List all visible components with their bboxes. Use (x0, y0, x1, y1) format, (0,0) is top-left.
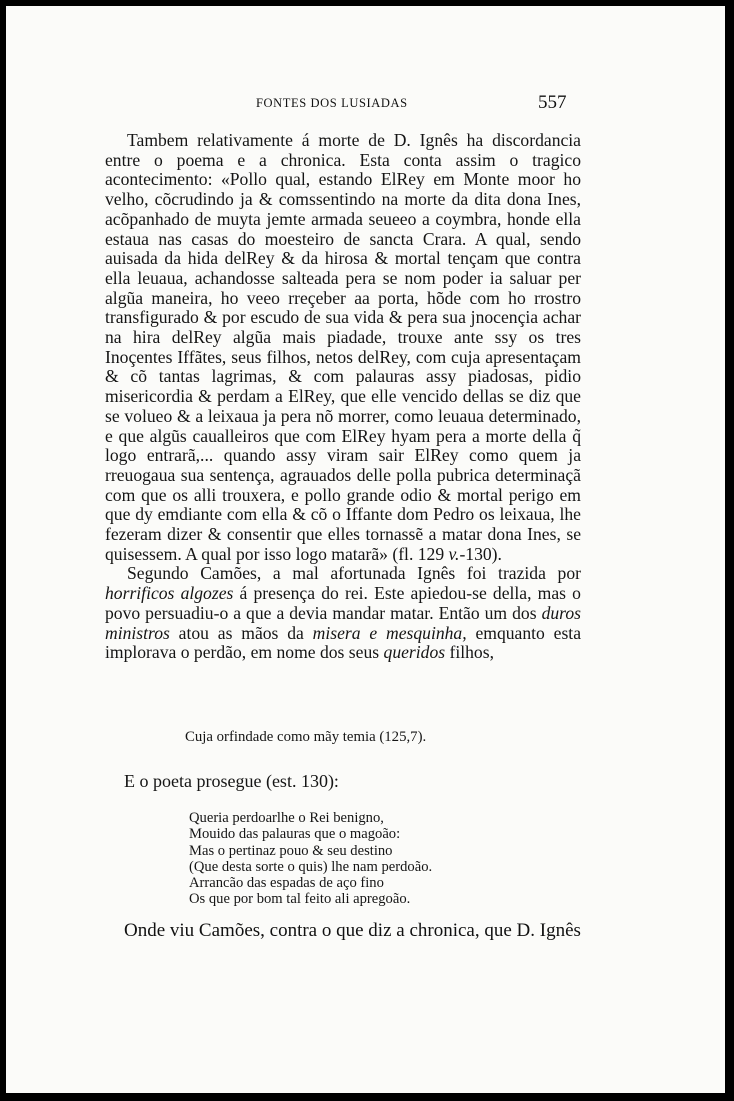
verse-line: Mouido das palauras que o magoão: (189, 826, 401, 843)
text-run-italic: misera e mesquinha, (312, 622, 467, 643)
closing-line: Onde viu Camões, contra o que diz a chronica, que D. Ignês (124, 920, 581, 941)
text-run-italic: duros ministros (105, 602, 581, 643)
text-run: á presença do rei. Este apiedou-se della, mas o povo persuadiu-o a que a devia mandar matar. Então um dos (105, 583, 581, 623)
text-run-italic: queridos (383, 642, 446, 663)
paragraph-camoes (105, 564, 581, 663)
paragraph-chronicle (105, 131, 581, 564)
verse-line: Os que por bom tal feito ali apregoão. (189, 891, 411, 908)
text-run-italic: horrificos algozes (105, 583, 234, 604)
text-run: -130). (459, 543, 502, 564)
page-number: 557 (538, 92, 567, 113)
verse-line: Queria perdoarlhe o Rei benigno, (189, 810, 384, 826)
verse-intro-line: E o poeta prosegue (est. 130): (124, 771, 339, 791)
body-text (105, 131, 581, 663)
verse-line: (Que desta sorte o quis) lhe nam perdoão. (189, 858, 433, 875)
verse-line: Mas o pertinaz pouo & seu destino (189, 842, 393, 859)
text-run: filhos, (445, 642, 494, 663)
text-run: atou as mãos da (169, 622, 313, 643)
book-page (6, 6, 725, 1093)
verse-line: Arrancão das espadas de aço fino (189, 875, 384, 892)
page-header (6, 92, 725, 116)
text-run: Segundo Camões, a mal afortunada Ignês foi trazida por (127, 563, 581, 584)
text-run: emquanto esta implorava o perdão, em nome dos seus (105, 622, 582, 663)
verse-block (189, 810, 432, 908)
running-head: FONTES DOS LUSIADAS (256, 96, 408, 110)
quoted-verse-line: Cuja orfindade como mãy temia (125,7). (185, 729, 427, 745)
text-run-italic: v. (448, 543, 460, 564)
text-run: Tambem relativamente á morte de D. Ignês ha discordancia entre o poema e a chronica. Esta conta assim o tragico acontecimento: «Pollo qual, estando ElRey em Monte moor ho velho, cõcrudindo ja & comssentindo na morte da dita dona Ines, acõpanhado de muyta jemte armada seueeo a coymbra, honde ella estaua nas casas do moesteiro de sancta Crara. A qual, sendo auisada da hida delRey & da hirosa & mortal tençam que contra ella leuaua, achandosse salteada pera se nom poder ia saluar per algũa maneira, ho veeo rreçeber aa porta, hõde com ho rrostro transfigurado & por escudo de sua vida & pera sua jnocençia achar na hira delRey algũa mais piadade, trouxe ante ssy os tres Inoçentes Iffãtes, seus filhos, netos delRey, com cuja apresentaçam & cõ tantas lagrimas, & com palauras assy piadosas, pidio misericordia & perdam a ElRey, que elle vencido dellas se diz que se volueo & a leixaua ja pera nõ morrer, como leuaua determinado, e que algũs caualleiros que com ElRey hyam pera a morte della q̃ logo entrarã,... quando assy viram sair ElRey como quem ja rreuogaua sua sentença, agrauados delle polla pubrica determinaçã com que os alli trouxera, e pollo grande odio & mortal perigo em que dy emdiante com ella & cõ o Iffante dom Pedro os leixaua, lhe fezeram dizer & consentir que elles tornassẽ a matar dona Ines, se quisessem. A qual por isso logo matarã» (fl. 129 (105, 130, 581, 564)
